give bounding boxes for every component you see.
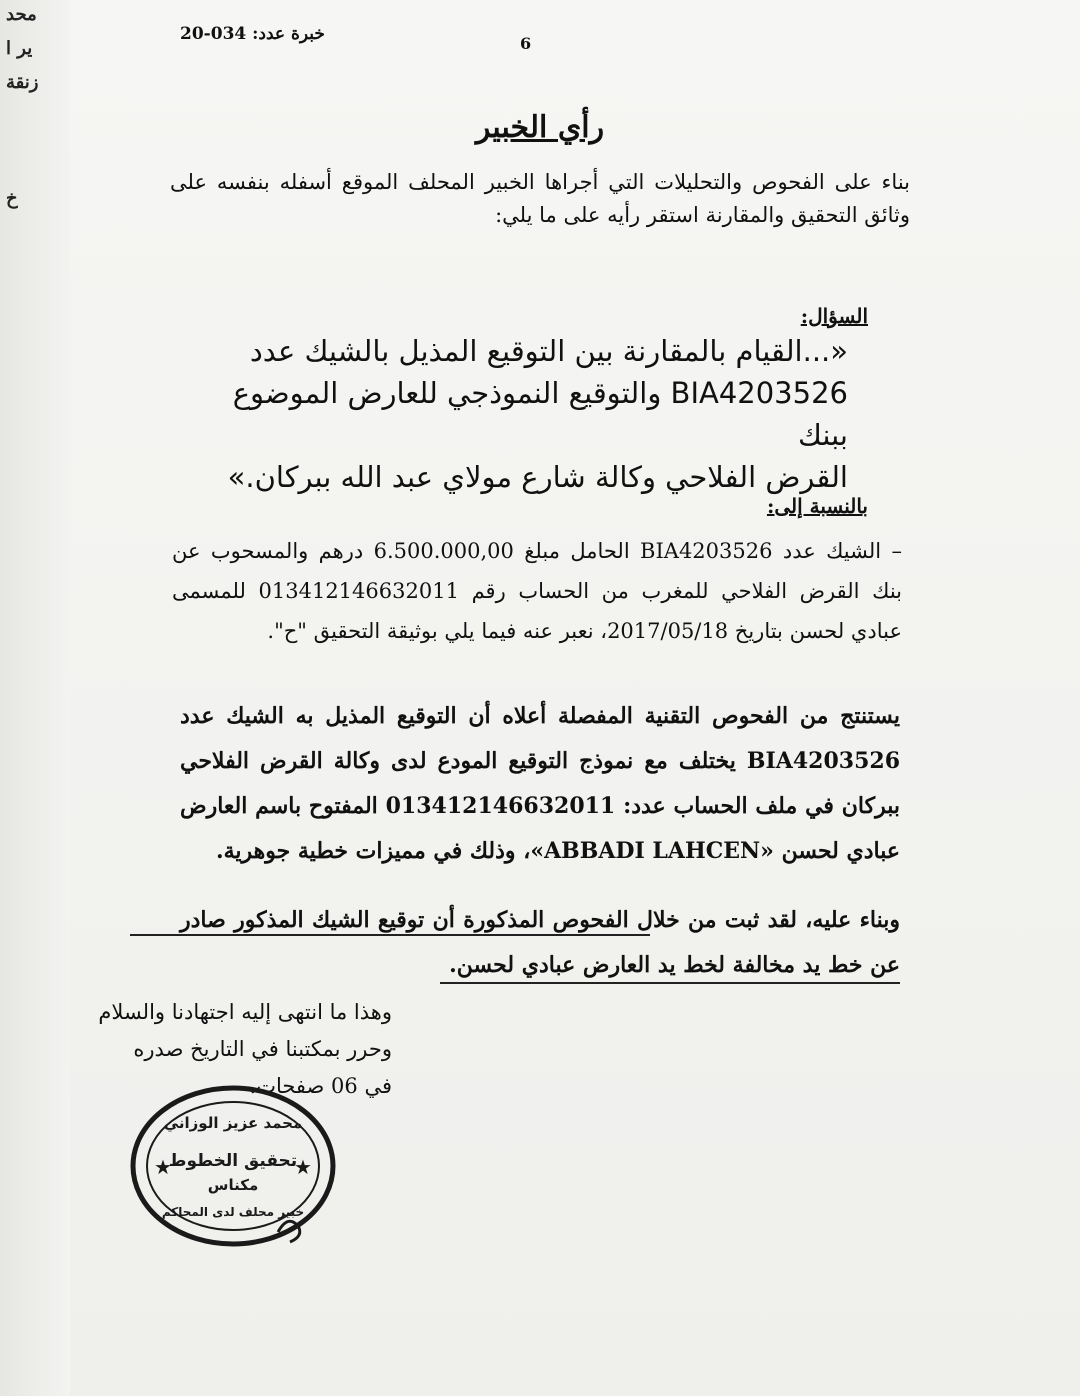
expertise-reference: خبرة عدد: 034-20 [180, 24, 325, 44]
page-number: 6 [520, 34, 532, 53]
question-line: القرض الفلاحي وكالة شارع مولاي عبد الله ببركان.» [227, 460, 848, 495]
question-label: السؤال: [800, 304, 868, 328]
clipped-margin-text: زنقة [6, 72, 39, 93]
stamp-name: محمد عزيز الوزاني [163, 1114, 303, 1132]
stamp-star-icon: ★ [294, 1155, 312, 1179]
stamp-city: مكناس [207, 1176, 259, 1194]
question-line: «...القيام بالمقارنة بين التوقيع المذيل بالشيك عدد [249, 334, 848, 368]
finding-underline [440, 982, 900, 984]
clipped-margin-text: خ [6, 188, 18, 209]
closing-line: وحرر بمكتبنا في التاريخ صدره [133, 1036, 392, 1061]
finding-paragraph: وبناء عليه، لقد ثبت من خلال الفحوص المذكورة أن توقيع الشيك المذكور صادر عن خط يد مخالفة لخط يد العارض عبادي لحسن. [180, 907, 900, 979]
regarding-label: بالنسبة إلى: [766, 494, 868, 518]
clipped-margin-text: ير ا [6, 38, 33, 59]
clipped-margin-text: محد [6, 4, 37, 25]
stamp-role: خبير محلف لدى المحاكم [161, 1205, 305, 1219]
conclusion-paragraph: يستنتج من الفحوص التقنية المفصلة أعلاه أن التوقيع المذيل به الشيك عدد BIA4203526 يختلف مع نموذج التوقيع المودع لدى وكالة القرض الفلاحي ببركان في ملف الحساب عدد: 013412146632011 المفتوح باسم العارض عبادي لحسن «ABBADI LAHCEN»، وذلك في مميزات خطية جوهرية. [180, 703, 900, 865]
left-page-shadow [0, 0, 70, 1396]
intro-paragraph: بناء على الفحوص والتحليلات التي أجراها الخبير المحلف الموقع أسفله بنفسه على وثائق التحقيق والمقارنة استقر رأيه على ما يلي: [170, 170, 910, 227]
closing-line: وهذا ما انتهى إليه اجتهادنا والسلام [98, 1000, 392, 1024]
finding-underline [130, 934, 650, 936]
closing-line: في 06 صفحات. [249, 1073, 392, 1098]
question-line: BIA4203526 والتوقيع النموذجي للعارض الموضوع ببنك [232, 376, 848, 453]
stamp-star-icon: ★ [154, 1155, 172, 1179]
page-title: رأي الخبير [475, 110, 605, 145]
stamp-specialty: تحقيق الخطوط [168, 1151, 298, 1171]
question-text [208, 330, 848, 498]
expert-stamp [128, 1082, 338, 1250]
regarding-paragraph: – الشيك عدد BIA4203526 الحامل مبلغ 6.500.000,00 درهم والمسحوب عن بنك القرض الفلاحي للمغرب من الحساب رقم 013412146632011 للمسمى عبادي لحسن بتاريخ 2017/05/18، نعبر عنه فيما يلي بوثيقة التحقيق "ح". [172, 539, 903, 643]
